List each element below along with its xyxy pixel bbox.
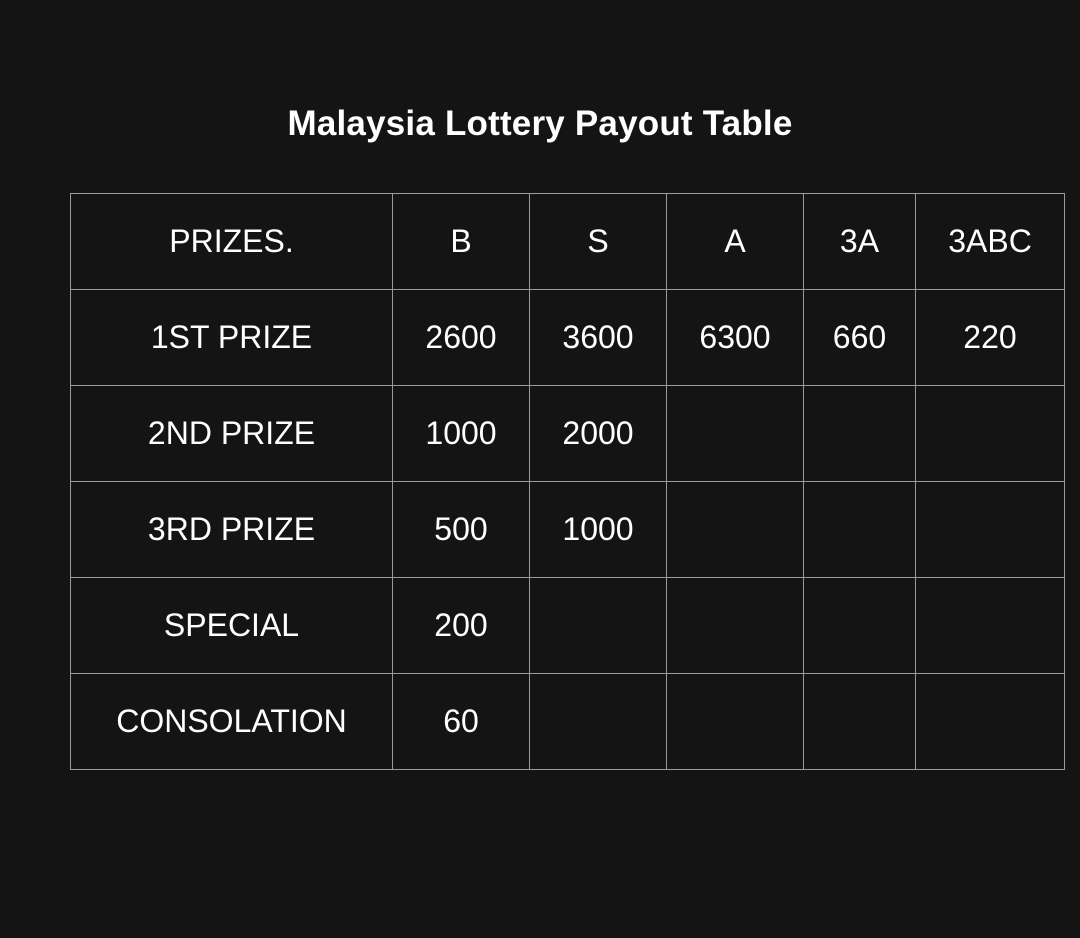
cell-2nd-prize-a [667,386,804,482]
table-row [71,482,1065,578]
table-row [71,674,1065,770]
cell-3rd-prize-a [667,482,804,578]
column-header-a: A [667,194,804,290]
cell-1st-prize-a: 6300 [667,290,804,386]
table-row [71,578,1065,674]
cell-consolation-3a [804,674,916,770]
cell-special-3a [804,578,916,674]
cell-1st-prize-3abc: 220 [916,290,1065,386]
cell-consolation-b: 60 [393,674,530,770]
column-header-s: S [530,194,667,290]
table-header-row [71,194,1065,290]
cell-2nd-prize-3a [804,386,916,482]
page-title: Malaysia Lottery Payout Table [287,104,793,143]
cell-1st-prize-3a: 660 [804,290,916,386]
cell-3rd-prize-s: 1000 [530,482,667,578]
column-header-3abc: 3ABC [916,194,1065,290]
table-row [71,290,1065,386]
cell-special-3abc [916,578,1065,674]
cell-2nd-prize-3abc [916,386,1065,482]
row-label-2nd-prize: 2ND PRIZE [71,386,393,482]
table-row [71,386,1065,482]
row-label-consolation: CONSOLATION [71,674,393,770]
row-label-1st-prize: 1ST PRIZE [71,290,393,386]
table-body [71,290,1065,770]
cell-1st-prize-b: 2600 [393,290,530,386]
cell-3rd-prize-b: 500 [393,482,530,578]
row-label-special: SPECIAL [71,578,393,674]
cell-2nd-prize-b: 1000 [393,386,530,482]
cell-1st-prize-s: 3600 [530,290,667,386]
cell-special-a [667,578,804,674]
column-header-b: B [393,194,530,290]
payout-table [70,193,1065,770]
cell-3rd-prize-3a [804,482,916,578]
cell-special-b: 200 [393,578,530,674]
column-header-prizes: PRIZES. [71,194,393,290]
cell-2nd-prize-s: 2000 [530,386,667,482]
cell-consolation-s [530,674,667,770]
cell-consolation-a [667,674,804,770]
payout-table-container [70,193,1032,770]
cell-consolation-3abc [916,674,1065,770]
table-head [71,194,1065,290]
cell-3rd-prize-3abc [916,482,1065,578]
cell-special-s [530,578,667,674]
column-header-3a: 3A [804,194,916,290]
row-label-3rd-prize: 3RD PRIZE [71,482,393,578]
